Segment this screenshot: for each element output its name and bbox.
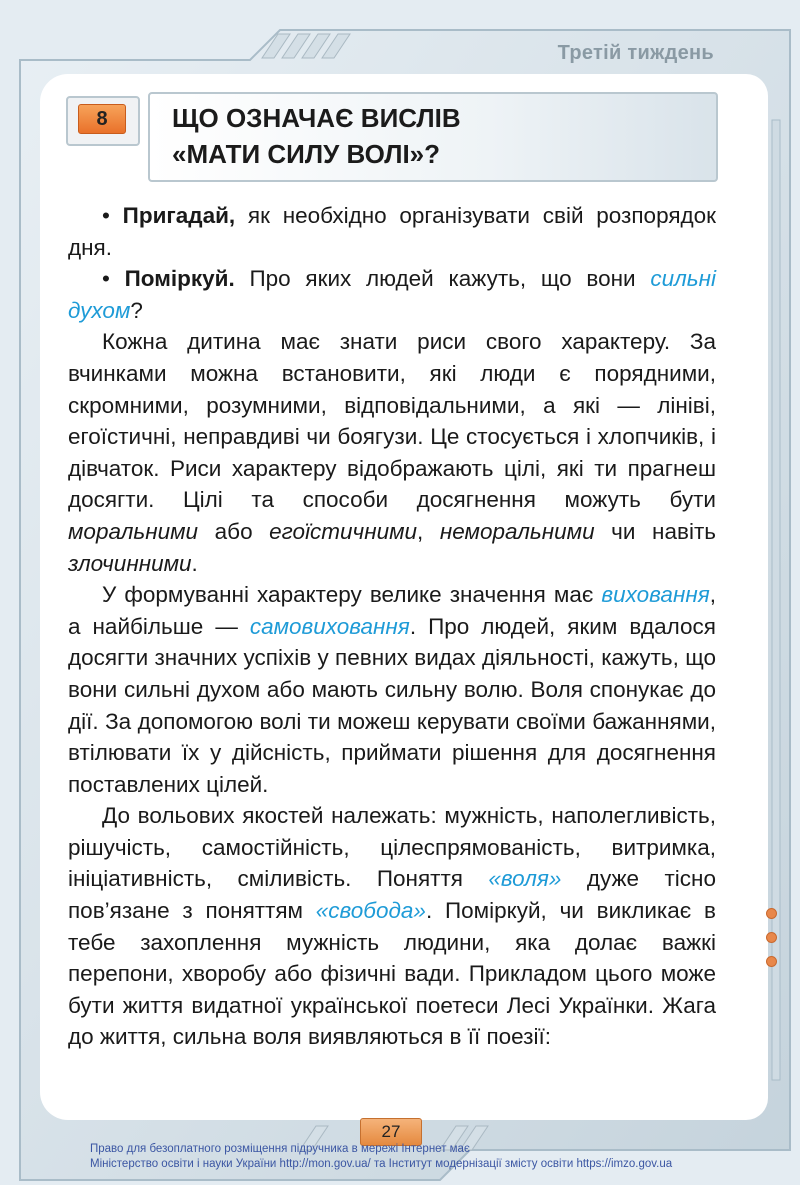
character-join-2: , [417, 518, 440, 544]
copyright-footer [90, 1142, 750, 1172]
term-immoral: неморальними [439, 518, 595, 544]
term-freedom: «свобода» [315, 898, 426, 924]
paragraph-character [68, 326, 716, 579]
think-text: Про яких людей кажуть, що вони [234, 266, 651, 292]
dot-icon [766, 932, 777, 943]
upbringing-text: У формуванні характеру велике значення має [102, 582, 602, 608]
page-title [172, 100, 692, 172]
will-join: дуже тісно пов’язане з поняттям [68, 866, 716, 924]
will-text: До вольових якостей належать: мужність, наполегливість, рішучість, самостійність, цілеспрямованість, витримка, ініціативність, сміливість. Поняття [68, 803, 716, 892]
dot-icon [766, 956, 777, 967]
term-will: «воля» [488, 866, 562, 892]
character-join-3: чи навіть [594, 518, 716, 544]
think-end: ? [130, 297, 143, 323]
term-criminal: злочинними [68, 550, 192, 576]
paragraph-recall: • Пригадай, як необхідно організувати свій розпорядок дня. [68, 203, 717, 260]
paragraph-think: • Поміркуй. Про яких людей кажуть, що вони сильні духом? [68, 266, 716, 323]
character-end: . [191, 550, 198, 576]
upbringing-rest: . Про людей, яким вдалося досягти значних успіхів у певних видах діяльності, кажуть, що вони сильні духом або мають сильну волю. Воля спонукає до дії. За допомогою волі ти можеш керувати своїми бажаннями, втілювати їх у дійсність, приймати рішення для досягнення поставлених цілей. [68, 613, 716, 797]
recall-label: Пригадай, [122, 203, 236, 228]
dot-icon [766, 908, 777, 919]
week-label: Третій тиждень [557, 42, 714, 64]
title-line-2: «МАТИ СИЛУ ВОЛІ»? [172, 139, 441, 169]
lesson-number: 8 [78, 104, 126, 134]
paragraph-will [68, 800, 716, 1053]
title-line-1: ЩО ОЗНАЧАЄ ВИСЛІВ [172, 103, 461, 133]
term-self-education: самовиховання [249, 613, 410, 639]
footer-line-1: Право для безоплатного розміщення підручника в мережі Інтернет має [90, 1143, 470, 1155]
character-text: Кожна дитина має знати риси свого характеру. За вчинками можна встановити, які люди є порядними, скромними, розумними, відповідальними, а які — лініві, егоїстичні, неправдиві чи боягузи. Це стосується і хлопчиків, і дівчаток. Риси характеру відображають цілі, які ти прагнеш досягти. Цілі та способи досягнення можуть бути [68, 329, 716, 513]
page-number: 27 [360, 1118, 422, 1146]
recall-text: як необхідно організувати свій розпорядок дня. [68, 203, 717, 260]
term-moral: моральними [68, 518, 199, 544]
upbringing-join: , а найбільше — [68, 582, 716, 639]
body-text [68, 200, 716, 1053]
character-join-1: або [198, 518, 270, 544]
will-rest: . Поміркуй, чи викликає в тебе захоплення мужність людини, яка долає важкі перепони, хворобу або фізичні вади. Прикладом цього може бути життя видатної української поетеси Лесі Українки. Жага до життя, сильна воля виявляються в її поезії: [68, 898, 716, 1050]
paragraph-upbringing [68, 579, 716, 800]
side-dots [766, 908, 777, 980]
term-strong-spirit: сильні духом [68, 266, 716, 323]
term-upbringing: виховання [601, 582, 710, 608]
term-egoistic: егоїстичними [269, 518, 418, 544]
footer-line-2: Міністерство освіти і науки України http://mon.gov.ua/ та Інститут модернізації змісту освіти https://imzo.gov.ua [90, 1158, 673, 1170]
think-label: Поміркуй. [124, 266, 235, 292]
